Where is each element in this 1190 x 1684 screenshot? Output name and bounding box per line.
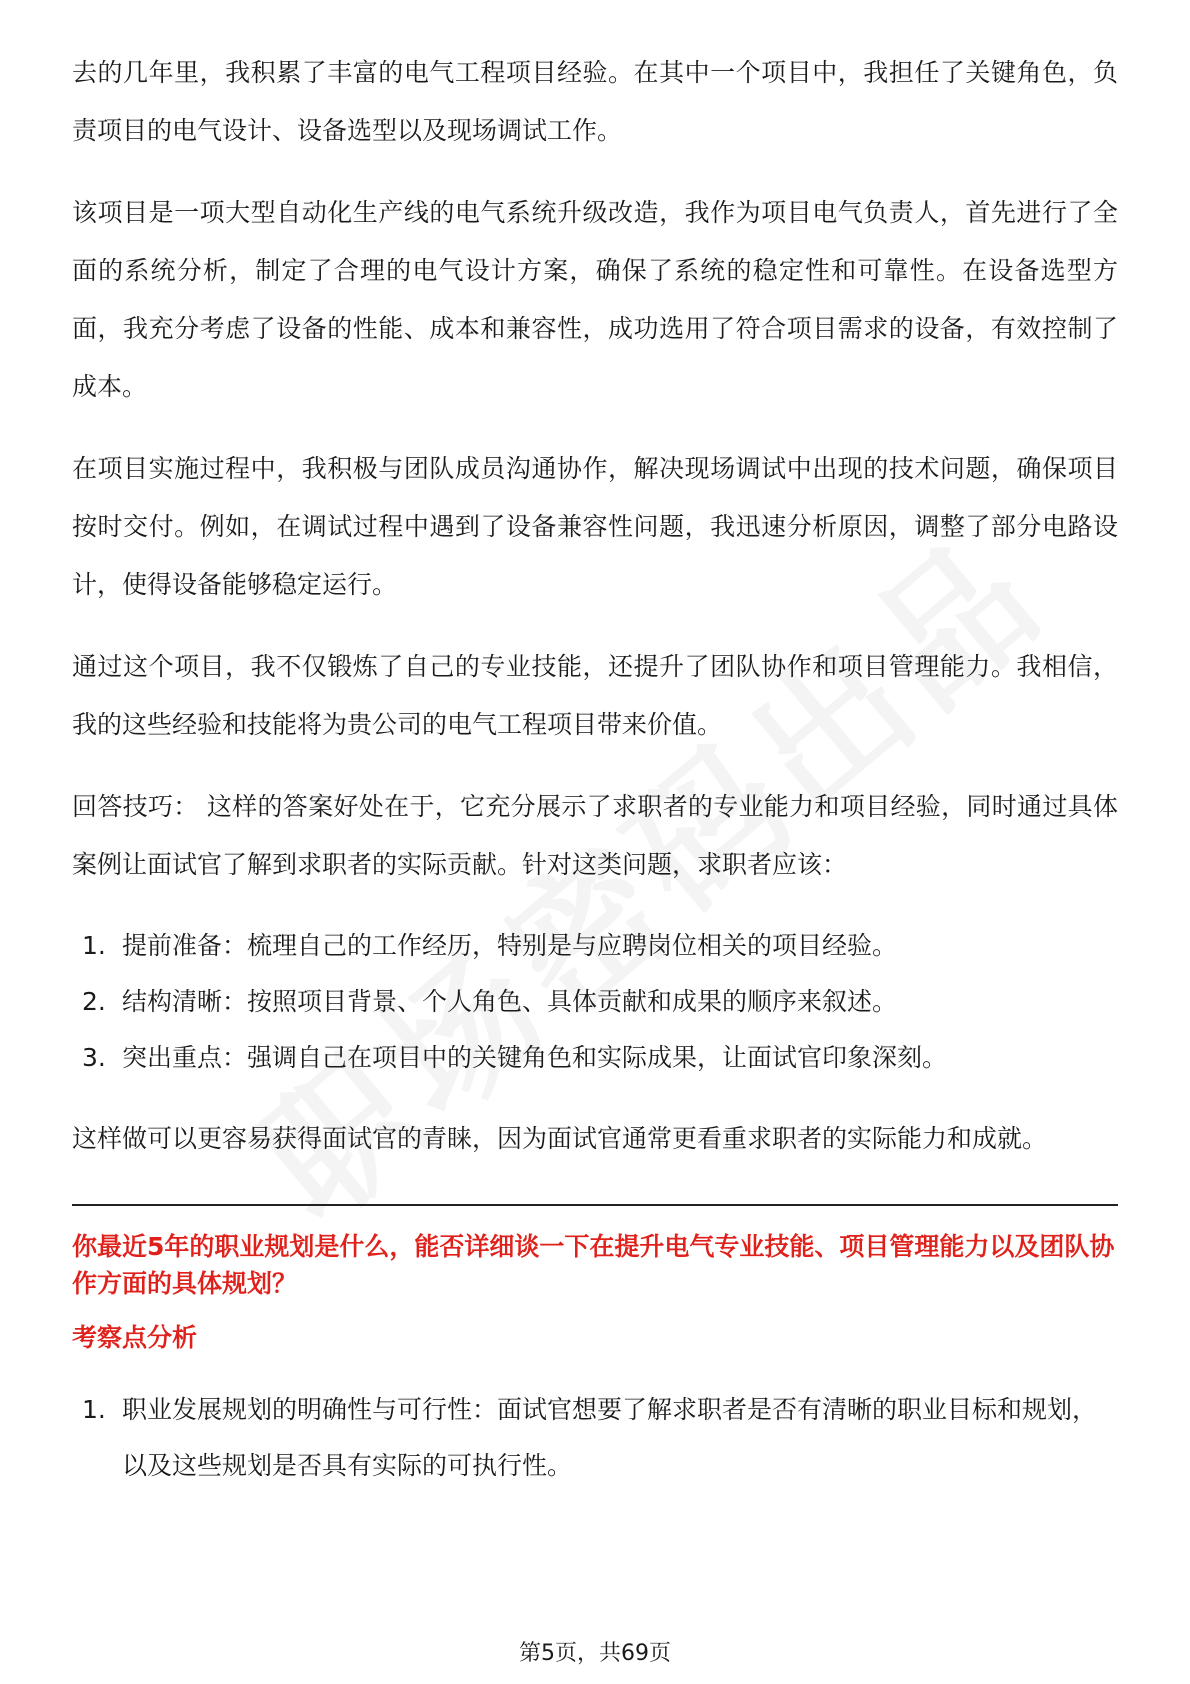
list-number: 3.: [82, 1043, 106, 1072]
analysis-heading: 考察点分析: [72, 1323, 198, 1352]
paragraph: 该项目是一项大型自动化生产线的电气系统升级改造，我作为项目电气负责人，首先进行了全面的系统分析，制定了合理的电气设计方案，确保了系统的稳定性和可靠性。在设备选型方面，我充分考虑了设备的性能、成本和兼容性，成功选用了符合项目需求的设备，有效控制了成本。: [72, 198, 1118, 401]
page-number: 第5页，共69页: [519, 1641, 671, 1666]
list-item: [72, 974, 1118, 1030]
list-item: [72, 1030, 1118, 1086]
list-item-text: 职业发展规划的明确性与可行性：面试官想要了解求职者是否有清晰的职业目标和规划，以及这些规划是否具有实际的可执行性。: [122, 1395, 1098, 1480]
page-content: [72, 44, 1118, 1518]
list-item-text: 提前准备：梳理自己的工作经历，特别是与应聘岗位相关的项目经验。: [122, 931, 898, 960]
list-item: [72, 1382, 1118, 1494]
paragraph: 在项目实施过程中，我积极与团队成员沟通协作，解决现场调试中出现的技术问题，确保项目按时交付。例如，在调试过程中遇到了设备兼容性问题，我迅速分析原因，调整了部分电路设计，使得设备能够稳定运行。: [72, 454, 1118, 599]
paragraph: 去的几年里，我积累了丰富的电气工程项目经验。在其中一个项目中，我担任了关键角色，负责项目的电气设计、设备选型以及现场调试工作。: [72, 58, 1118, 145]
tips-list: [72, 918, 1118, 1086]
closing-paragraph: 这样做可以更容易获得面试官的青睐，因为面试官通常更看重求职者的实际能力和成就。: [72, 1124, 1048, 1153]
list-item: [72, 918, 1118, 974]
list-number: 1.: [82, 1395, 106, 1424]
list-item-text: 突出重点：强调自己在项目中的关键角色和实际成果，让面试官印象深刻。: [122, 1043, 948, 1072]
paragraph: 通过这个项目，我不仅锻炼了自己的专业技能，还提升了团队协作和项目管理能力。我相信，我的这些经验和技能将为贵公司的电气工程项目带来价值。: [72, 652, 1118, 739]
list-number: 2.: [82, 987, 106, 1016]
question-heading: 你最近5年的职业规划是什么，能否详细谈一下在提升电气专业技能、项目管理能力以及团队协作方面的具体规划？: [72, 1232, 1115, 1298]
answer-tips-intro: 回答技巧： 这样的答案好处在于，它充分展示了求职者的专业能力和项目经验，同时通过具体案例让面试官了解到求职者的实际贡献。针对这类问题，求职者应该：: [72, 792, 1118, 879]
list-number: 1.: [82, 931, 106, 960]
section-divider: [72, 1204, 1118, 1206]
analysis-list: [72, 1382, 1118, 1494]
list-item-text: 结构清晰：按照项目背景、个人角色、具体贡献和成果的顺序来叙述。: [122, 987, 898, 1016]
